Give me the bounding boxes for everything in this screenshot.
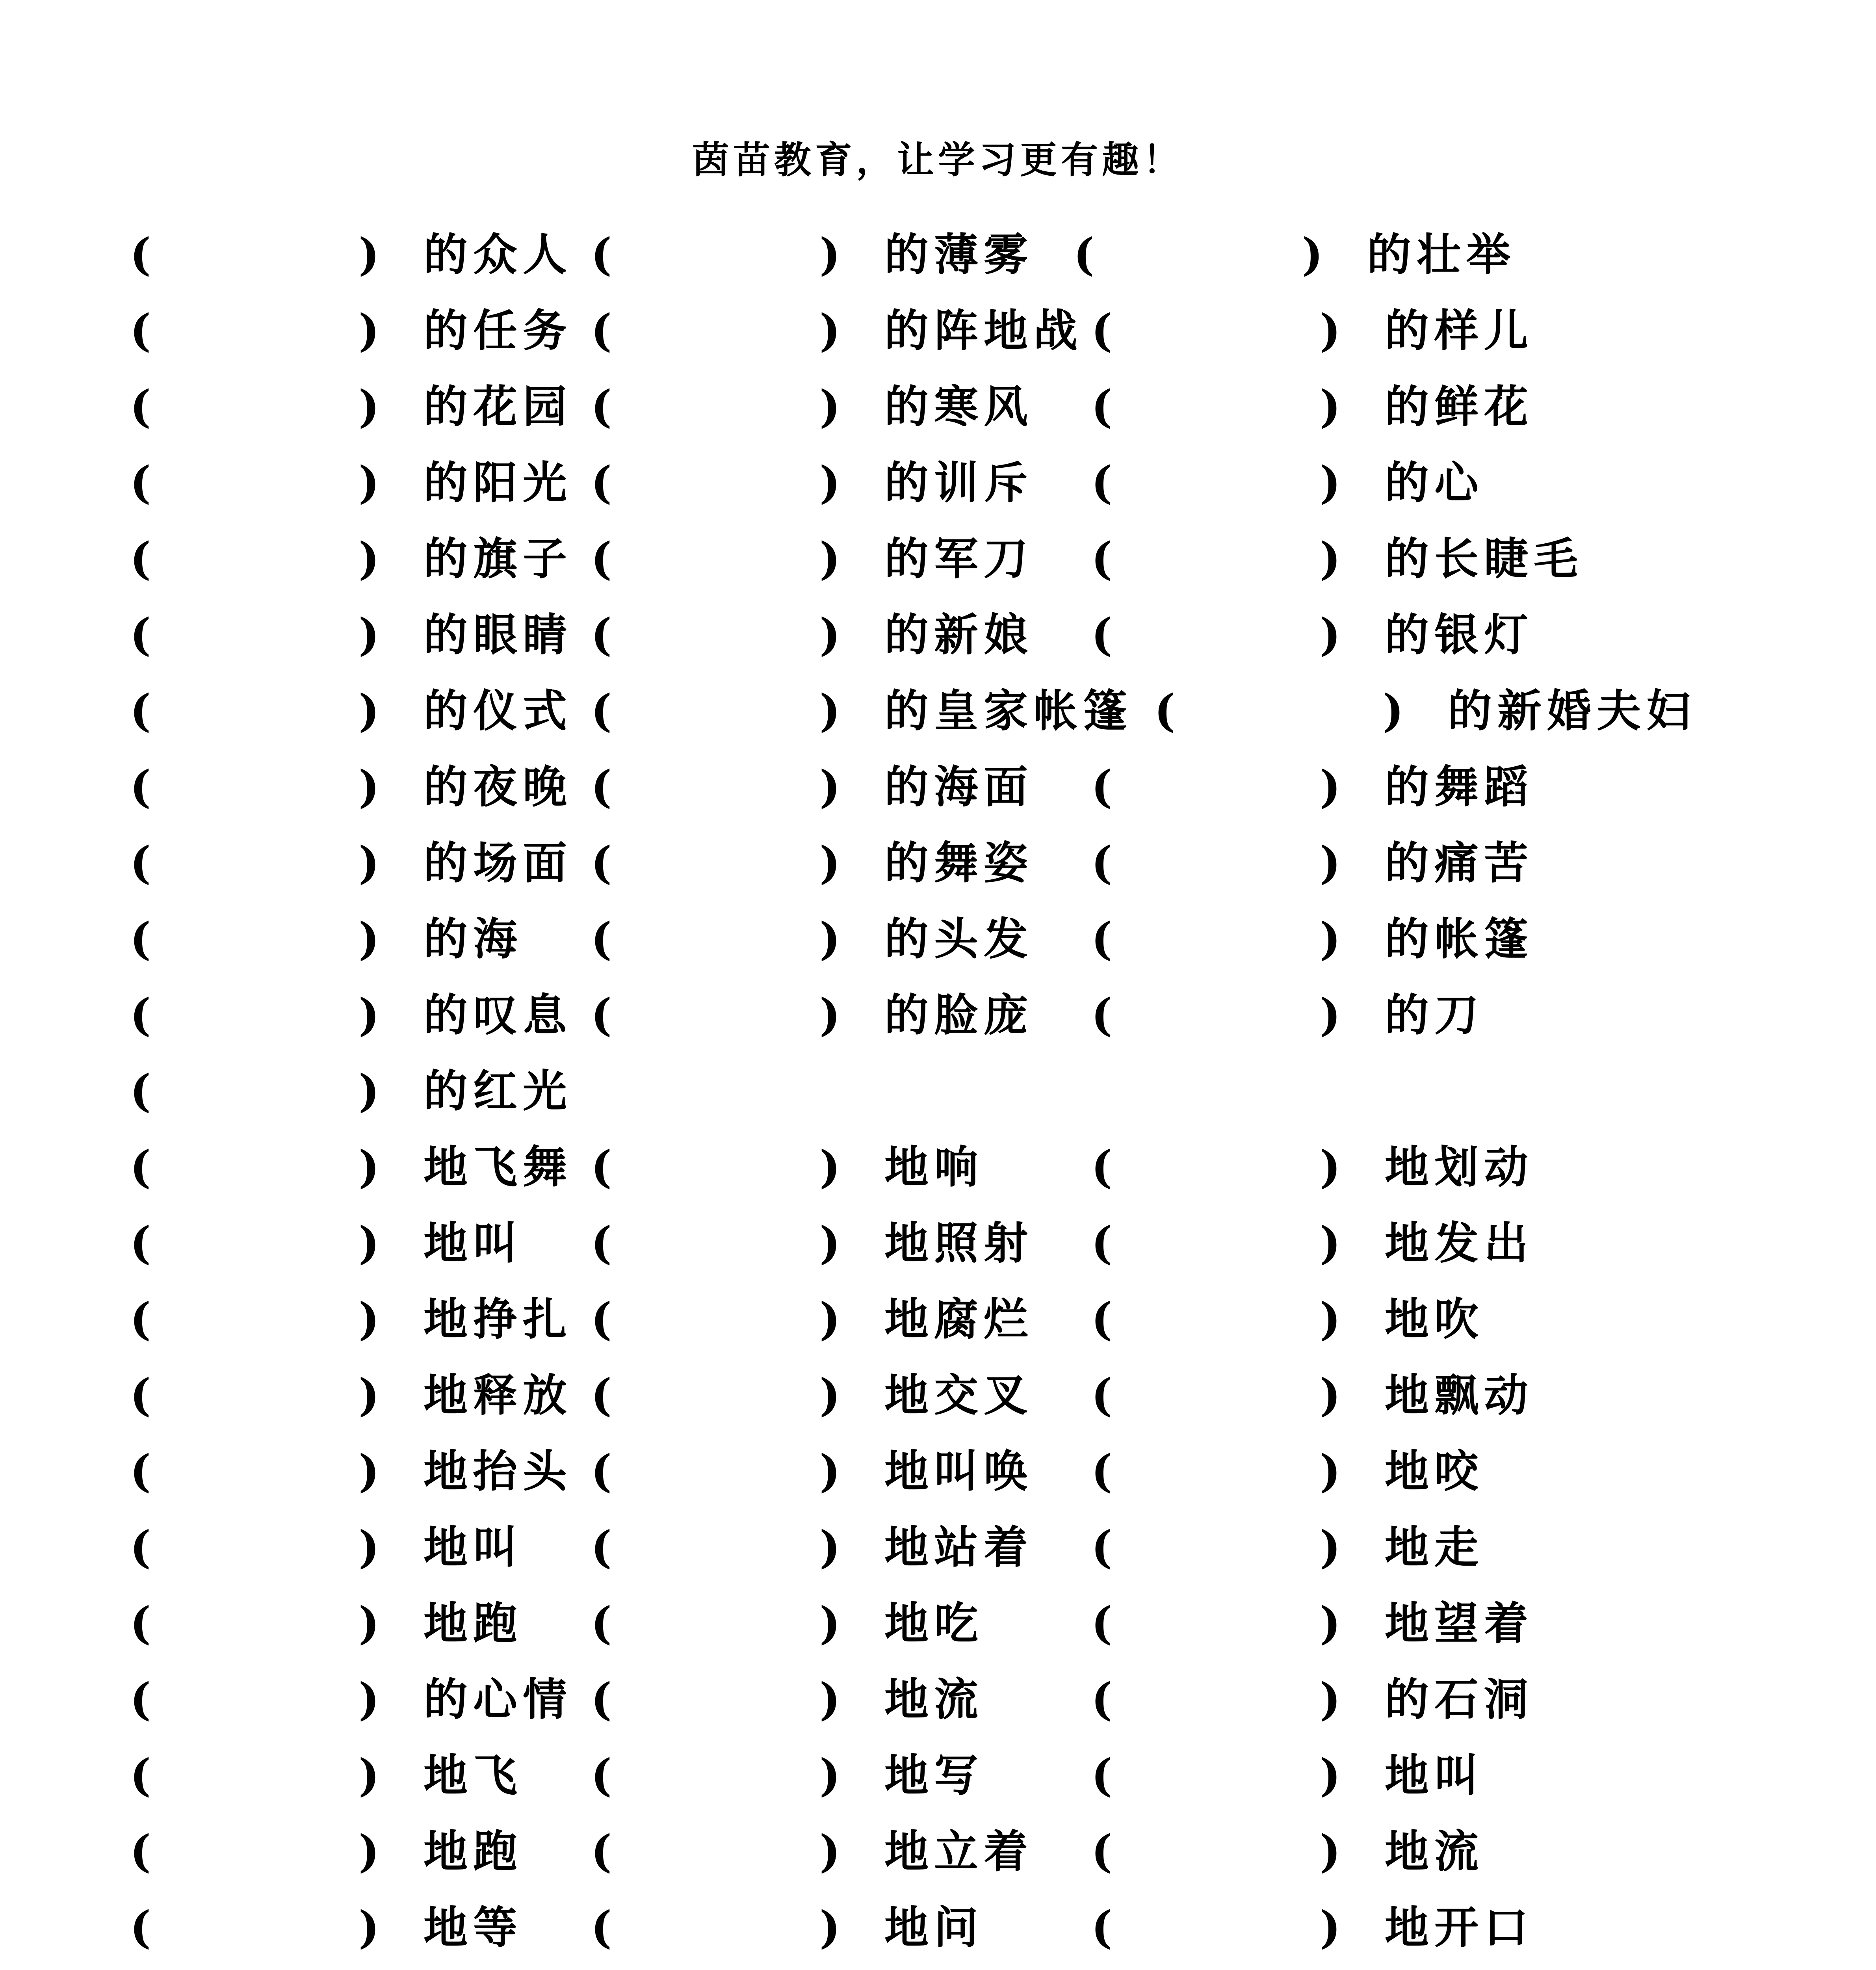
close-paren: ) bbox=[819, 1370, 840, 1421]
target-word: 的寒风 bbox=[884, 381, 1033, 433]
open-paren: ( bbox=[591, 1522, 612, 1573]
close-paren: ) bbox=[1320, 1217, 1341, 1269]
open-paren: ( bbox=[130, 1902, 151, 1953]
open-paren: ( bbox=[591, 989, 612, 1041]
open-paren bbox=[591, 1966, 612, 1970]
open-paren: ( bbox=[1091, 1674, 1112, 1725]
page-header-title: 茵苗教育，让学习更有趣！ bbox=[692, 138, 1184, 182]
open-paren: ( bbox=[130, 609, 151, 661]
open-paren: ( bbox=[1091, 1522, 1112, 1573]
target-word: 的心情 bbox=[423, 1674, 572, 1725]
open-paren: ( bbox=[130, 1294, 151, 1345]
target-word: 的心 bbox=[1385, 457, 1484, 509]
target-word: 地飞 bbox=[423, 1750, 523, 1801]
close-paren: ) bbox=[1320, 533, 1341, 585]
worksheet-row bbox=[130, 1814, 1745, 1890]
target-word: 的帐篷 bbox=[1385, 913, 1534, 965]
open-paren: ( bbox=[130, 1522, 151, 1573]
close-paren: ) bbox=[819, 1522, 840, 1573]
target-word: 的眼睛 bbox=[423, 609, 572, 661]
worksheet-row bbox=[130, 445, 1745, 521]
open-paren: ( bbox=[130, 913, 151, 965]
close-paren: ) bbox=[358, 533, 379, 585]
close-paren: ) bbox=[819, 381, 840, 433]
close-paren: ) bbox=[1320, 1522, 1341, 1573]
target-word: 地释放 bbox=[423, 1370, 572, 1421]
target-word: 地飞舞 bbox=[423, 1141, 572, 1193]
close-paren: ) bbox=[358, 913, 379, 965]
close-paren: ) bbox=[358, 1674, 379, 1725]
worksheet-row bbox=[130, 673, 1745, 749]
close-paren: ) bbox=[1320, 1674, 1341, 1725]
target-word: 的训斥 bbox=[884, 457, 1033, 509]
target-word: 的薄雾 bbox=[884, 229, 1033, 281]
close-paren: ) bbox=[358, 381, 379, 433]
worksheet-row bbox=[130, 1890, 1745, 1966]
close-paren: ) bbox=[819, 761, 840, 813]
open-paren: ( bbox=[1091, 457, 1112, 509]
target-word: 地立着 bbox=[884, 1826, 1033, 1877]
open-paren: ( bbox=[591, 609, 612, 661]
target-word: 的海面 bbox=[884, 761, 1033, 813]
close-paren bbox=[1320, 1966, 1341, 1970]
target-word: 地响 bbox=[884, 1141, 984, 1193]
open-paren: ( bbox=[1091, 1370, 1112, 1421]
close-paren: ) bbox=[358, 1902, 379, 1953]
worksheet-row bbox=[130, 977, 1745, 1053]
target-word: 的银灯 bbox=[1385, 609, 1534, 661]
close-paren: ) bbox=[819, 305, 840, 357]
target-word: 地走 bbox=[1385, 1522, 1484, 1573]
target-word: 地写 bbox=[884, 1750, 984, 1801]
target-word: 的鲜花 bbox=[1385, 381, 1534, 433]
target-word: 地跑 bbox=[423, 1826, 523, 1877]
open-paren: ( bbox=[1091, 989, 1112, 1041]
open-paren: ( bbox=[130, 229, 151, 281]
close-paren: ) bbox=[819, 913, 840, 965]
close-paren: ) bbox=[819, 837, 840, 889]
close-paren: ) bbox=[1320, 1826, 1341, 1877]
target-word: 的刀 bbox=[1385, 989, 1484, 1041]
open-paren: ( bbox=[591, 457, 612, 509]
target-word bbox=[884, 1966, 1033, 1970]
open-paren: ( bbox=[591, 685, 612, 737]
open-paren: ( bbox=[130, 381, 151, 433]
close-paren: ) bbox=[819, 229, 840, 281]
close-paren: ) bbox=[358, 1294, 379, 1345]
open-paren: ( bbox=[130, 1750, 151, 1801]
target-word: 的红光 bbox=[423, 1065, 572, 1117]
open-paren: ( bbox=[1074, 229, 1094, 281]
worksheet-row bbox=[130, 217, 1745, 293]
close-paren: ) bbox=[1320, 1750, 1341, 1801]
open-paren: ( bbox=[1091, 1294, 1112, 1345]
close-paren: ) bbox=[1320, 609, 1341, 661]
worksheet-row bbox=[130, 825, 1745, 901]
target-word: 的样儿 bbox=[1385, 305, 1534, 357]
target-word: 的痛苦 bbox=[1385, 837, 1534, 889]
open-paren: ( bbox=[591, 305, 612, 357]
close-paren: ) bbox=[819, 1446, 840, 1497]
open-paren: ( bbox=[130, 1598, 151, 1649]
target-word: 地叫 bbox=[423, 1522, 523, 1573]
close-paren: ) bbox=[819, 1141, 840, 1193]
target-word: 的皇家帐篷 bbox=[884, 685, 1133, 737]
close-paren: ) bbox=[358, 1598, 379, 1649]
target-word: 地流 bbox=[884, 1674, 984, 1725]
open-paren: ( bbox=[130, 457, 151, 509]
worksheet-row bbox=[130, 597, 1745, 673]
target-word: 的夜晚 bbox=[423, 761, 572, 813]
open-paren: ( bbox=[1091, 609, 1112, 661]
worksheet-row bbox=[130, 1661, 1745, 1738]
close-paren: ) bbox=[358, 609, 379, 661]
close-paren bbox=[358, 1966, 379, 1970]
close-paren: ) bbox=[819, 1826, 840, 1877]
target-word: 地吹 bbox=[1385, 1294, 1484, 1345]
open-paren: ( bbox=[591, 1217, 612, 1269]
target-word: 地等 bbox=[423, 1902, 523, 1953]
open-paren: ( bbox=[1091, 837, 1112, 889]
open-paren: ( bbox=[1091, 761, 1112, 813]
open-paren: ( bbox=[1091, 533, 1112, 585]
target-word: 地腐烂 bbox=[884, 1294, 1033, 1345]
open-paren: ( bbox=[1091, 1141, 1112, 1193]
target-word: 的壮举 bbox=[1367, 229, 1516, 281]
target-word: 地发出 bbox=[1385, 1217, 1534, 1269]
worksheet-row bbox=[130, 369, 1745, 445]
open-paren: ( bbox=[130, 1674, 151, 1725]
target-word: 地挣扎 bbox=[423, 1294, 572, 1345]
close-paren: ) bbox=[358, 1370, 379, 1421]
close-paren: ) bbox=[358, 1826, 379, 1877]
target-word: 的石洞 bbox=[1385, 1674, 1534, 1725]
close-paren: ) bbox=[358, 1141, 379, 1193]
open-paren: ( bbox=[1091, 305, 1112, 357]
open-paren: ( bbox=[130, 761, 151, 813]
worksheet-row bbox=[130, 901, 1745, 977]
open-paren: ( bbox=[591, 381, 612, 433]
target-word: 的舞姿 bbox=[884, 837, 1033, 889]
open-paren: ( bbox=[1091, 1826, 1112, 1877]
open-paren: ( bbox=[1091, 1902, 1112, 1953]
target-word: 地望着 bbox=[1385, 1598, 1534, 1649]
target-word: 地吃 bbox=[884, 1598, 984, 1649]
target-word: 的军刀 bbox=[884, 533, 1033, 585]
close-paren: ) bbox=[358, 1446, 379, 1497]
target-word: 地叫唤 bbox=[884, 1446, 1033, 1497]
open-paren: ( bbox=[1091, 913, 1112, 965]
open-paren bbox=[130, 1966, 151, 1970]
open-paren: ( bbox=[130, 685, 151, 737]
target-word: 的新婚夫妇 bbox=[1448, 685, 1696, 737]
worksheet-row bbox=[130, 1281, 1745, 1357]
close-paren: ) bbox=[358, 685, 379, 737]
target-word: 的任务 bbox=[423, 305, 572, 357]
worksheet-row bbox=[130, 1205, 1745, 1281]
target-word: 的舞蹈 bbox=[1385, 761, 1534, 813]
target-word bbox=[1385, 1966, 1484, 1970]
target-word: 的场面 bbox=[423, 837, 572, 889]
open-paren: ( bbox=[130, 989, 151, 1041]
worksheet-row bbox=[130, 1585, 1745, 1661]
open-paren: ( bbox=[591, 913, 612, 965]
close-paren: ) bbox=[358, 1522, 379, 1573]
open-paren: ( bbox=[591, 1598, 612, 1649]
close-paren: ) bbox=[1320, 1446, 1341, 1497]
close-paren: ) bbox=[1320, 761, 1341, 813]
close-paren: ) bbox=[358, 1750, 379, 1801]
open-paren: ( bbox=[1091, 1217, 1112, 1269]
open-paren: ( bbox=[591, 1750, 612, 1801]
close-paren: ) bbox=[819, 1598, 840, 1649]
close-paren: ) bbox=[1320, 1370, 1341, 1421]
target-word: 的脸庞 bbox=[884, 989, 1033, 1041]
target-word: 地咬 bbox=[1385, 1446, 1484, 1497]
close-paren: ) bbox=[1320, 1598, 1341, 1649]
open-paren: ( bbox=[1091, 1446, 1112, 1497]
close-paren: ) bbox=[1320, 989, 1341, 1041]
open-paren: ( bbox=[130, 1826, 151, 1877]
target-word: 的仪式 bbox=[423, 685, 572, 737]
target-word: 地跑 bbox=[423, 1598, 523, 1649]
open-paren: ( bbox=[591, 1294, 612, 1345]
target-word: 的旗子 bbox=[423, 533, 572, 585]
close-paren: ) bbox=[819, 685, 840, 737]
close-paren: ) bbox=[358, 1217, 379, 1269]
close-paren: ) bbox=[1320, 381, 1341, 433]
close-paren: ) bbox=[358, 305, 379, 357]
open-paren: ( bbox=[591, 1826, 612, 1877]
close-paren: ) bbox=[819, 1674, 840, 1725]
open-paren: ( bbox=[1091, 1598, 1112, 1649]
close-paren: ) bbox=[358, 229, 379, 281]
worksheet-row bbox=[130, 1966, 1745, 1970]
target-word: 的阳光 bbox=[423, 457, 572, 509]
close-paren: ) bbox=[1320, 457, 1341, 509]
open-paren: ( bbox=[591, 1446, 612, 1497]
open-paren: ( bbox=[591, 1141, 612, 1193]
target-word: 地交叉 bbox=[884, 1370, 1033, 1421]
open-paren: ( bbox=[591, 533, 612, 585]
close-paren: ) bbox=[358, 837, 379, 889]
target-word: 地站着 bbox=[884, 1522, 1033, 1573]
target-word: 地流 bbox=[1385, 1826, 1484, 1877]
worksheet-row bbox=[130, 1357, 1745, 1433]
worksheet-row bbox=[130, 1129, 1745, 1205]
open-paren: ( bbox=[130, 1141, 151, 1193]
target-word: 的新娘 bbox=[884, 609, 1033, 661]
target-word: 地叫 bbox=[1385, 1750, 1484, 1801]
worksheet-row bbox=[130, 521, 1745, 597]
close-paren: ) bbox=[1383, 685, 1404, 737]
target-word: 的众人 bbox=[423, 229, 572, 281]
close-paren: ) bbox=[1302, 229, 1323, 281]
fill-in-worksheet bbox=[130, 217, 1745, 1970]
worksheet-row bbox=[130, 1509, 1745, 1585]
close-paren: ) bbox=[358, 457, 379, 509]
target-word: 的阵地战 bbox=[884, 305, 1083, 357]
close-paren: ) bbox=[819, 609, 840, 661]
worksheet-row bbox=[130, 1433, 1745, 1509]
close-paren: ) bbox=[1320, 837, 1341, 889]
open-paren: ( bbox=[130, 1065, 151, 1117]
close-paren bbox=[819, 1966, 840, 1970]
target-word: 的叹息 bbox=[423, 989, 572, 1041]
target-word: 地照射 bbox=[884, 1217, 1033, 1269]
close-paren: ) bbox=[358, 989, 379, 1041]
close-paren: ) bbox=[819, 1217, 840, 1269]
close-paren: ) bbox=[819, 989, 840, 1041]
close-paren: ) bbox=[358, 761, 379, 813]
open-paren: ( bbox=[1091, 381, 1112, 433]
open-paren: ( bbox=[591, 1674, 612, 1725]
close-paren: ) bbox=[819, 457, 840, 509]
close-paren: ) bbox=[1320, 1294, 1341, 1345]
close-paren: ) bbox=[1320, 913, 1341, 965]
open-paren: ( bbox=[591, 229, 612, 281]
target-word: 地飘动 bbox=[1385, 1370, 1534, 1421]
open-paren bbox=[1091, 1966, 1112, 1970]
close-paren: ) bbox=[1320, 305, 1341, 357]
open-paren: ( bbox=[130, 1217, 151, 1269]
worksheet-row bbox=[130, 293, 1745, 369]
target-word bbox=[423, 1966, 572, 1970]
open-paren: ( bbox=[130, 1370, 151, 1421]
open-paren: ( bbox=[130, 533, 151, 585]
target-word: 的海 bbox=[423, 913, 523, 965]
open-paren: ( bbox=[130, 1446, 151, 1497]
open-paren: ( bbox=[591, 761, 612, 813]
close-paren: ) bbox=[1320, 1902, 1341, 1953]
open-paren: ( bbox=[591, 1370, 612, 1421]
close-paren: ) bbox=[819, 533, 840, 585]
open-paren: ( bbox=[130, 837, 151, 889]
target-word: 地划动 bbox=[1385, 1141, 1534, 1193]
open-paren: ( bbox=[591, 1902, 612, 1953]
open-paren: ( bbox=[591, 837, 612, 889]
target-word: 地抬头 bbox=[423, 1446, 572, 1497]
open-paren: ( bbox=[130, 305, 151, 357]
worksheet-row bbox=[130, 1053, 1745, 1129]
open-paren: ( bbox=[1154, 685, 1175, 737]
target-word: 的长睫毛 bbox=[1385, 533, 1583, 585]
target-word: 地叫 bbox=[423, 1217, 523, 1269]
close-paren: ) bbox=[819, 1294, 840, 1345]
close-paren: ) bbox=[819, 1902, 840, 1953]
worksheet-row bbox=[130, 749, 1745, 825]
target-word: 地开口 bbox=[1385, 1902, 1534, 1953]
close-paren: ) bbox=[358, 1065, 379, 1117]
worksheet-row bbox=[130, 1738, 1745, 1814]
close-paren: ) bbox=[1320, 1141, 1341, 1193]
target-word: 地问 bbox=[884, 1902, 984, 1953]
close-paren: ) bbox=[819, 1750, 840, 1801]
open-paren: ( bbox=[1091, 1750, 1112, 1801]
target-word: 的头发 bbox=[884, 913, 1033, 965]
target-word: 的花园 bbox=[423, 381, 572, 433]
